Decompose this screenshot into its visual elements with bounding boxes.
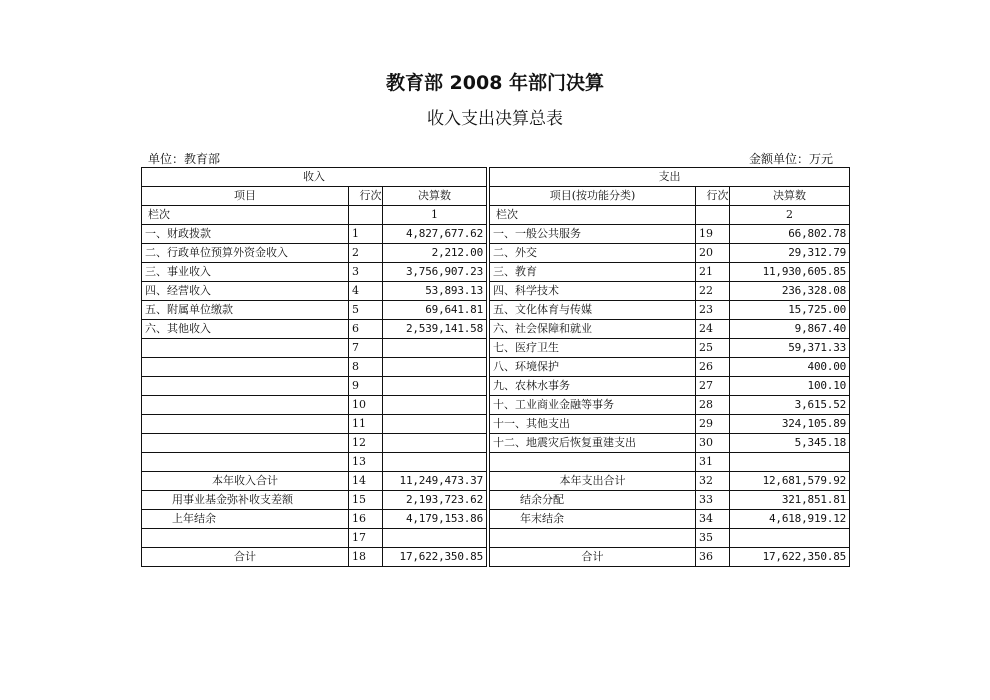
table-row	[142, 282, 850, 301]
expense-row-number: 28	[696, 396, 730, 415]
income-item	[142, 358, 349, 377]
expense-row-number: 34	[696, 510, 730, 529]
income-amount: 4,827,677.62	[383, 225, 487, 244]
expense-item: 九、农林水事务	[490, 377, 696, 396]
budget-table	[141, 167, 850, 567]
expense-rowno-header	[696, 187, 730, 206]
income-row-number: 14	[349, 472, 383, 491]
rowno-header-text: 行次	[359, 189, 382, 202]
expense-row-number: 21	[696, 263, 730, 282]
column-index-row	[142, 206, 850, 225]
expense-item: 本年支出合计	[490, 472, 696, 491]
income-item: 二、行政单位预算外资金收入	[142, 244, 349, 263]
income-item	[142, 396, 349, 415]
income-amount-header: 决算数	[383, 187, 487, 206]
expense-item: 七、医疗卫生	[490, 339, 696, 358]
expense-row-number: 30	[696, 434, 730, 453]
section-header-row	[142, 168, 850, 187]
expense-amount: 3,615.52	[730, 396, 850, 415]
income-rowno-header	[349, 187, 383, 206]
expense-row-number: 32	[696, 472, 730, 491]
income-item: 四、经营收入	[142, 282, 349, 301]
expense-row-number: 27	[696, 377, 730, 396]
income-item: 本年收入合计	[142, 472, 349, 491]
income-row-number: 2	[349, 244, 383, 263]
expense-row-number: 24	[696, 320, 730, 339]
table-row	[142, 301, 850, 320]
income-amount	[383, 529, 487, 548]
income-col-label: 栏次	[142, 206, 349, 225]
income-row-number: 5	[349, 301, 383, 320]
expense-row-number: 31	[696, 453, 730, 472]
income-col-number: 1	[383, 206, 487, 225]
expense-amount: 12,681,579.92	[730, 472, 850, 491]
expense-row-number: 36	[696, 548, 730, 567]
income-amount: 4,179,153.86	[383, 510, 487, 529]
income-row-number: 12	[349, 434, 383, 453]
expense-col-number: 2	[730, 206, 850, 225]
income-row-number: 18	[349, 548, 383, 567]
expense-item	[490, 529, 696, 548]
income-row-number: 4	[349, 282, 383, 301]
document-title: 教育部 2008 年部门决算	[385, 72, 605, 94]
expense-header: 支出	[490, 168, 850, 187]
expense-amount: 400.00	[730, 358, 850, 377]
expense-item: 年末结余	[490, 510, 696, 529]
income-amount	[383, 358, 487, 377]
expense-row-number: 20	[696, 244, 730, 263]
income-item: 五、附属单位缴款	[142, 301, 349, 320]
expense-amount: 236,328.08	[730, 282, 850, 301]
expense-item: 十、工业商业金融等事务	[490, 396, 696, 415]
expense-amount	[730, 529, 850, 548]
document-subtitle: 收入支出决算总表	[427, 109, 563, 129]
income-item	[142, 453, 349, 472]
income-amount: 2,539,141.58	[383, 320, 487, 339]
table-row	[142, 263, 850, 282]
table-row	[142, 434, 850, 453]
income-item: 用事业基金弥补收支差额	[142, 491, 349, 510]
expense-item: 八、环境保护	[490, 358, 696, 377]
table-row	[142, 358, 850, 377]
summary-row	[142, 510, 850, 529]
table-row	[142, 320, 850, 339]
income-item	[142, 529, 349, 548]
income-row-number: 10	[349, 396, 383, 415]
income-row-number: 11	[349, 415, 383, 434]
income-row-number: 17	[349, 529, 383, 548]
expense-item	[490, 453, 696, 472]
table-row	[142, 225, 850, 244]
income-amount: 53,893.13	[383, 282, 487, 301]
income-row-number: 6	[349, 320, 383, 339]
expense-row-number: 35	[696, 529, 730, 548]
income-item	[142, 434, 349, 453]
income-item: 六、其他收入	[142, 320, 349, 339]
expense-amount	[730, 453, 850, 472]
income-amount	[383, 377, 487, 396]
expense-row-number: 22	[696, 282, 730, 301]
income-item	[142, 377, 349, 396]
table-row	[142, 377, 850, 396]
expense-item: 合计	[490, 548, 696, 567]
table-row	[142, 396, 850, 415]
table-row	[142, 244, 850, 263]
income-item	[142, 339, 349, 358]
expense-amount: 59,371.33	[730, 339, 850, 358]
income-amount: 11,249,473.37	[383, 472, 487, 491]
expense-item: 十二、地震灾后恢复重建支出	[490, 434, 696, 453]
expense-item: 一、一般公共服务	[490, 225, 696, 244]
expense-row-number: 19	[696, 225, 730, 244]
income-amount: 2,212.00	[383, 244, 487, 263]
income-amount: 69,641.81	[383, 301, 487, 320]
income-amount	[383, 434, 487, 453]
unit-label: 单位：教育部	[148, 152, 221, 166]
expense-amount-header: 决算数	[730, 187, 850, 206]
expense-amount: 66,802.78	[730, 225, 850, 244]
currency-unit-label: 金额单位：万元	[748, 152, 833, 166]
income-amount	[383, 453, 487, 472]
expense-amount: 15,725.00	[730, 301, 850, 320]
expense-amount: 29,312.79	[730, 244, 850, 263]
income-amount	[383, 339, 487, 358]
table-row	[142, 339, 850, 358]
table-row	[142, 453, 850, 472]
expense-row-number: 29	[696, 415, 730, 434]
income-row-number: 7	[349, 339, 383, 358]
income-row-number: 8	[349, 358, 383, 377]
expense-amount: 9,867.40	[730, 320, 850, 339]
income-amount	[383, 396, 487, 415]
expense-row-number: 26	[696, 358, 730, 377]
income-row-number: 3	[349, 263, 383, 282]
income-row-number: 16	[349, 510, 383, 529]
expense-item: 五、文化体育与传媒	[490, 301, 696, 320]
income-row-number: 1	[349, 225, 383, 244]
summary-row	[142, 472, 850, 491]
expense-item: 二、外交	[490, 244, 696, 263]
expense-amount: 5,345.18	[730, 434, 850, 453]
expense-row-number: 33	[696, 491, 730, 510]
income-item: 三、事业收入	[142, 263, 349, 282]
expense-amount: 100.10	[730, 377, 850, 396]
summary-row	[142, 491, 850, 510]
expense-row-number: 23	[696, 301, 730, 320]
income-item	[142, 415, 349, 434]
expense-row-number: 25	[696, 339, 730, 358]
income-item: 合计	[142, 548, 349, 567]
income-row-number: 9	[349, 377, 383, 396]
income-item: 一、财政拨款	[142, 225, 349, 244]
income-amount: 3,756,907.23	[383, 263, 487, 282]
expense-item-header: 项目(按功能分类)	[490, 187, 696, 206]
total-row	[142, 548, 850, 567]
income-amount: 2,193,723.62	[383, 491, 487, 510]
expense-item: 四、科学技术	[490, 282, 696, 301]
table-row	[142, 415, 850, 434]
summary-row	[142, 529, 850, 548]
income-amount: 17,622,350.85	[383, 548, 487, 567]
expense-col-label: 栏次	[490, 206, 696, 225]
expense-item: 十一、其他支出	[490, 415, 696, 434]
income-amount	[383, 415, 487, 434]
expense-amount: 321,851.81	[730, 491, 850, 510]
column-header-row	[142, 187, 850, 206]
income-header: 收入	[142, 168, 487, 187]
expense-amount: 4,618,919.12	[730, 510, 850, 529]
expense-item: 结余分配	[490, 491, 696, 510]
expense-item: 六、社会保障和就业	[490, 320, 696, 339]
income-item-header: 项目	[142, 187, 349, 206]
income-row-number: 15	[349, 491, 383, 510]
rowno-header-text: 行次	[706, 189, 729, 202]
expense-amount: 17,622,350.85	[730, 548, 850, 567]
income-row-number: 13	[349, 453, 383, 472]
income-item: 上年结余	[142, 510, 349, 529]
expense-amount: 11,930,605.85	[730, 263, 850, 282]
expense-amount: 324,105.89	[730, 415, 850, 434]
expense-item: 三、教育	[490, 263, 696, 282]
